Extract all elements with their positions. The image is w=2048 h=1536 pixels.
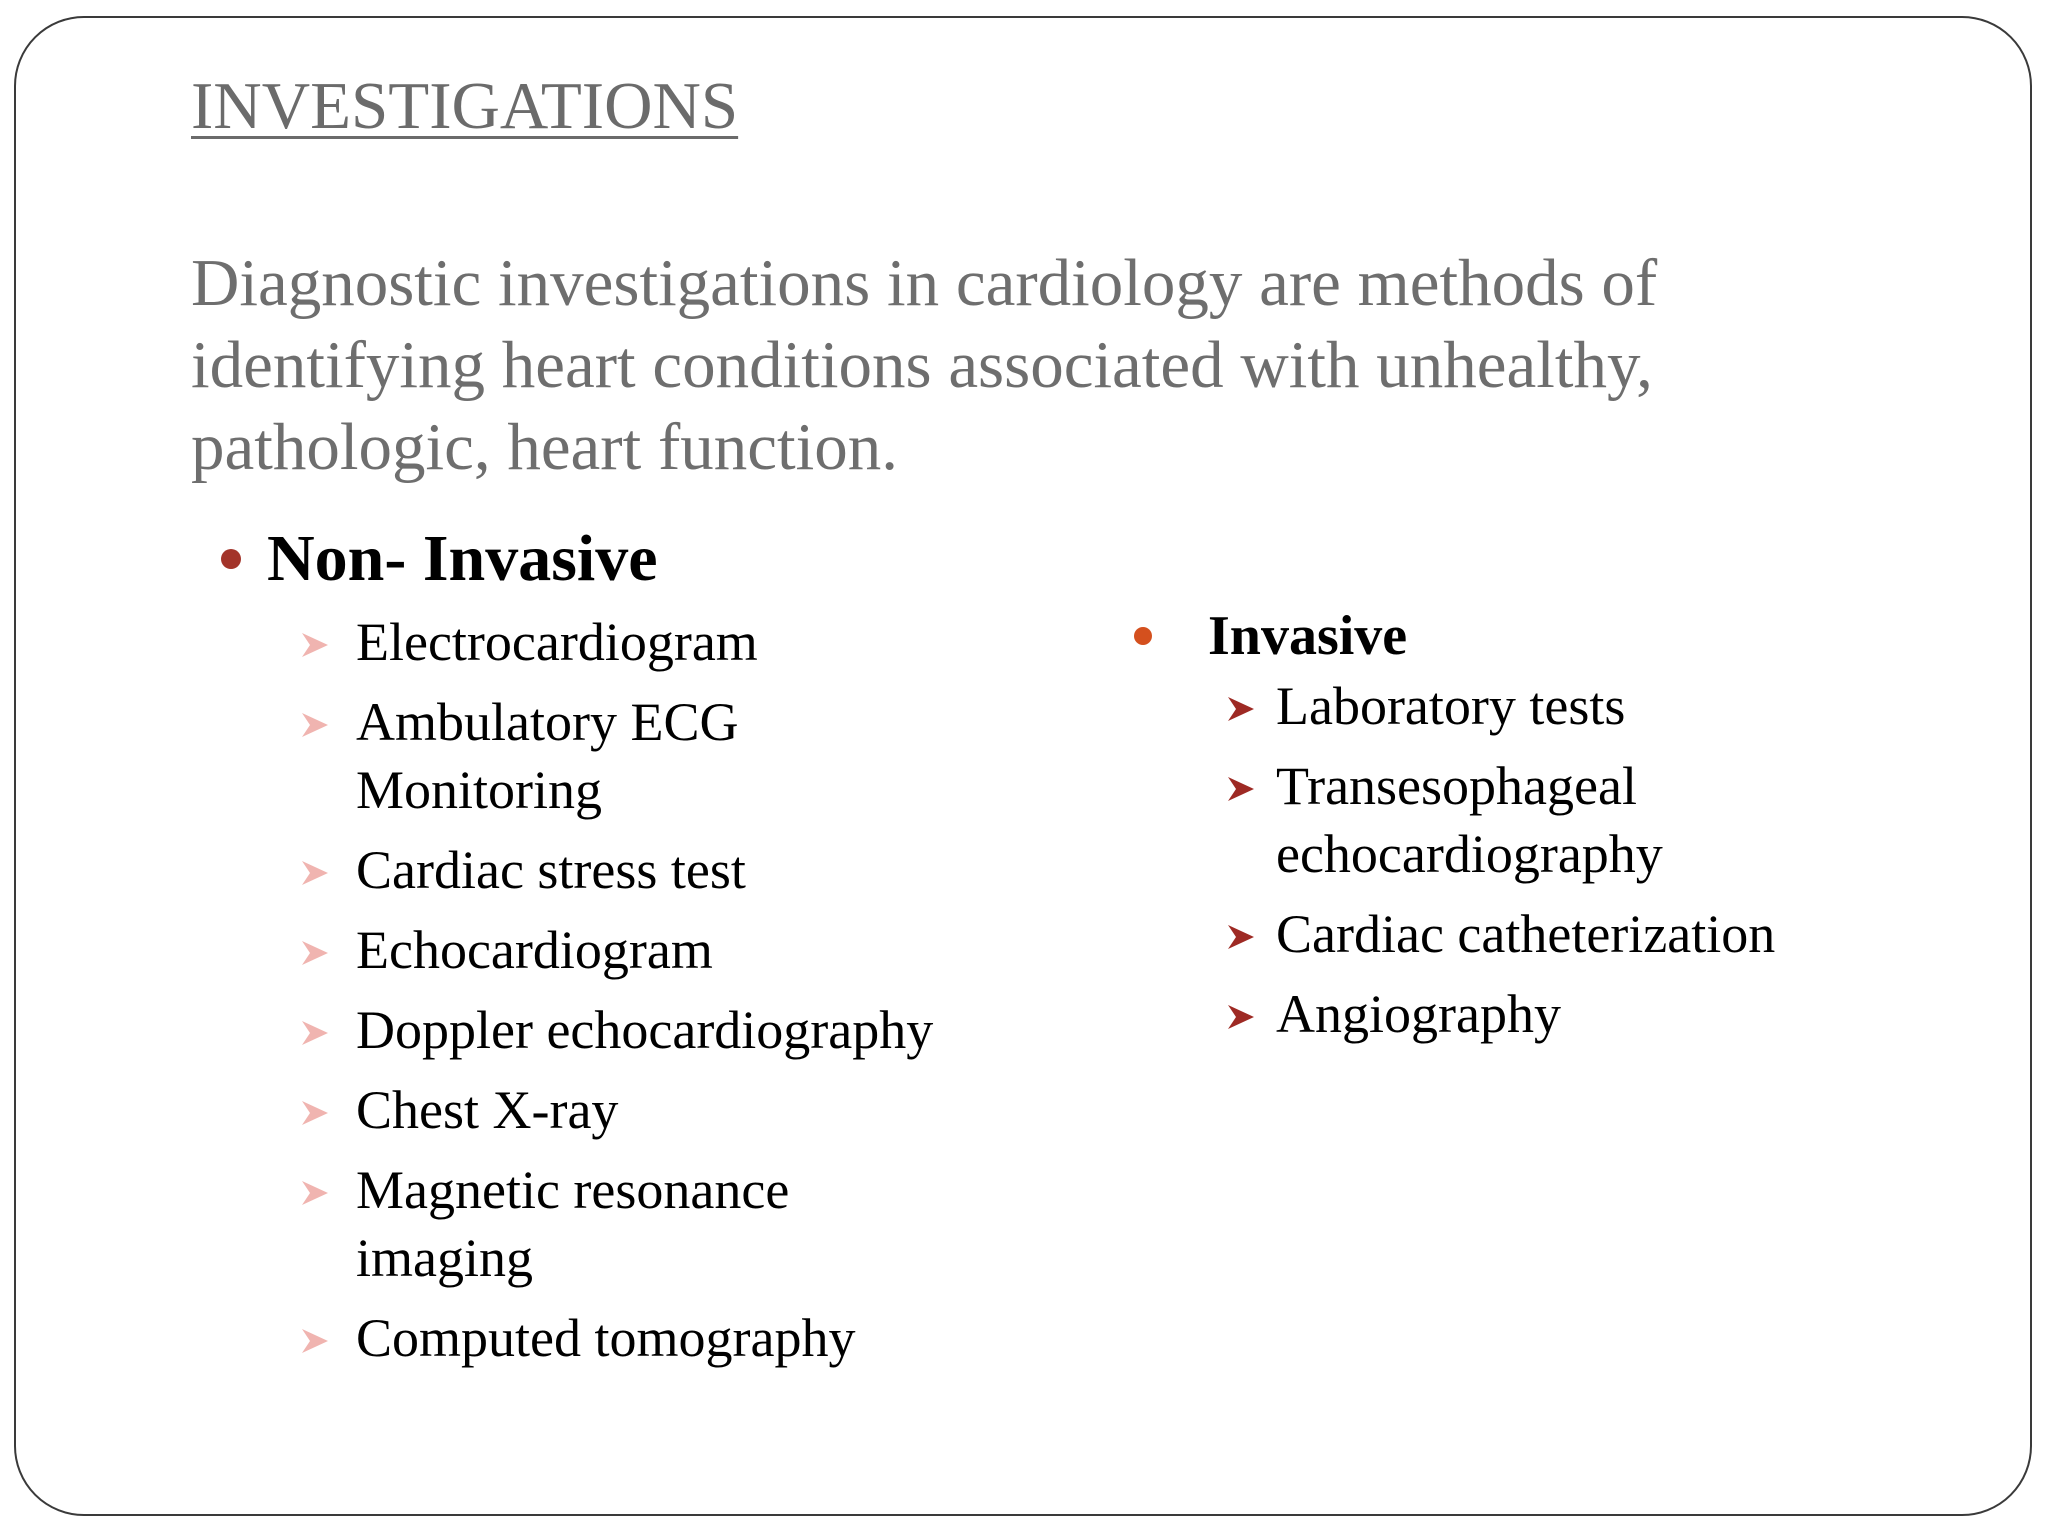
list-item (300, 608, 933, 676)
bullet-dot-icon (1134, 627, 1152, 645)
arrow-bullet-icon (300, 1178, 330, 1208)
list-item-label: Transesophageal echocardiography (1276, 756, 1663, 884)
arrow-bullet-icon (1226, 922, 1256, 952)
list-item (300, 996, 933, 1064)
list-item-label: Laboratory tests (1276, 676, 1626, 736)
list-item (1226, 900, 1775, 968)
non-invasive-section (221, 516, 933, 1384)
arrow-bullet-icon (300, 858, 330, 888)
non-invasive-heading (221, 516, 933, 602)
slide (14, 16, 2032, 1516)
arrow-bullet-icon (300, 1326, 330, 1356)
list-item (300, 1304, 933, 1372)
arrow-bullet-icon (300, 1098, 330, 1128)
list-item-label: Computed tomography (356, 1308, 856, 1368)
list-item-label: Doppler echocardiography (356, 1000, 934, 1060)
arrow-bullet-icon (1226, 694, 1256, 724)
invasive-section (1134, 600, 1775, 1060)
list-item (300, 916, 933, 984)
arrow-bullet-icon (300, 630, 330, 660)
list-item-label: Cardiac catheterization (1276, 904, 1776, 964)
invasive-heading (1134, 600, 1775, 672)
non-invasive-list (300, 608, 933, 1372)
list-item-label: Angiography (1276, 984, 1561, 1044)
list-item-label: Cardiac stress test (356, 840, 746, 900)
list-item (300, 1156, 933, 1292)
arrow-bullet-icon (300, 1018, 330, 1048)
non-invasive-heading-label: Non- Invasive (267, 522, 658, 595)
arrow-bullet-icon (300, 710, 330, 740)
list-item (1226, 752, 1775, 888)
list-item-label: Chest X-ray (356, 1080, 619, 1140)
invasive-heading-label: Invasive (1208, 605, 1408, 667)
list-item (1226, 980, 1775, 1048)
list-item (1226, 672, 1775, 740)
arrow-bullet-icon (1226, 774, 1256, 804)
list-item-label: Echocardiogram (356, 920, 713, 980)
arrow-bullet-icon (1226, 1002, 1256, 1032)
bullet-dot-icon (221, 549, 241, 569)
invasive-list (1226, 672, 1775, 1048)
list-item (300, 1076, 933, 1144)
intro-paragraph: Diagnostic investigations in cardiology are methods of identifying heart conditions associated with unhealthy, pathologic, heart function. (191, 246, 1658, 484)
list-item (300, 836, 933, 904)
list-item-label: Magnetic resonance imaging (356, 1160, 790, 1288)
list-item-label: Ambulatory ECG Monitoring (356, 692, 739, 820)
slide-title: INVESTIGATIONS (191, 69, 739, 143)
list-item-label: Electrocardiogram (356, 612, 758, 672)
arrow-bullet-icon (300, 938, 330, 968)
list-item (300, 688, 933, 824)
